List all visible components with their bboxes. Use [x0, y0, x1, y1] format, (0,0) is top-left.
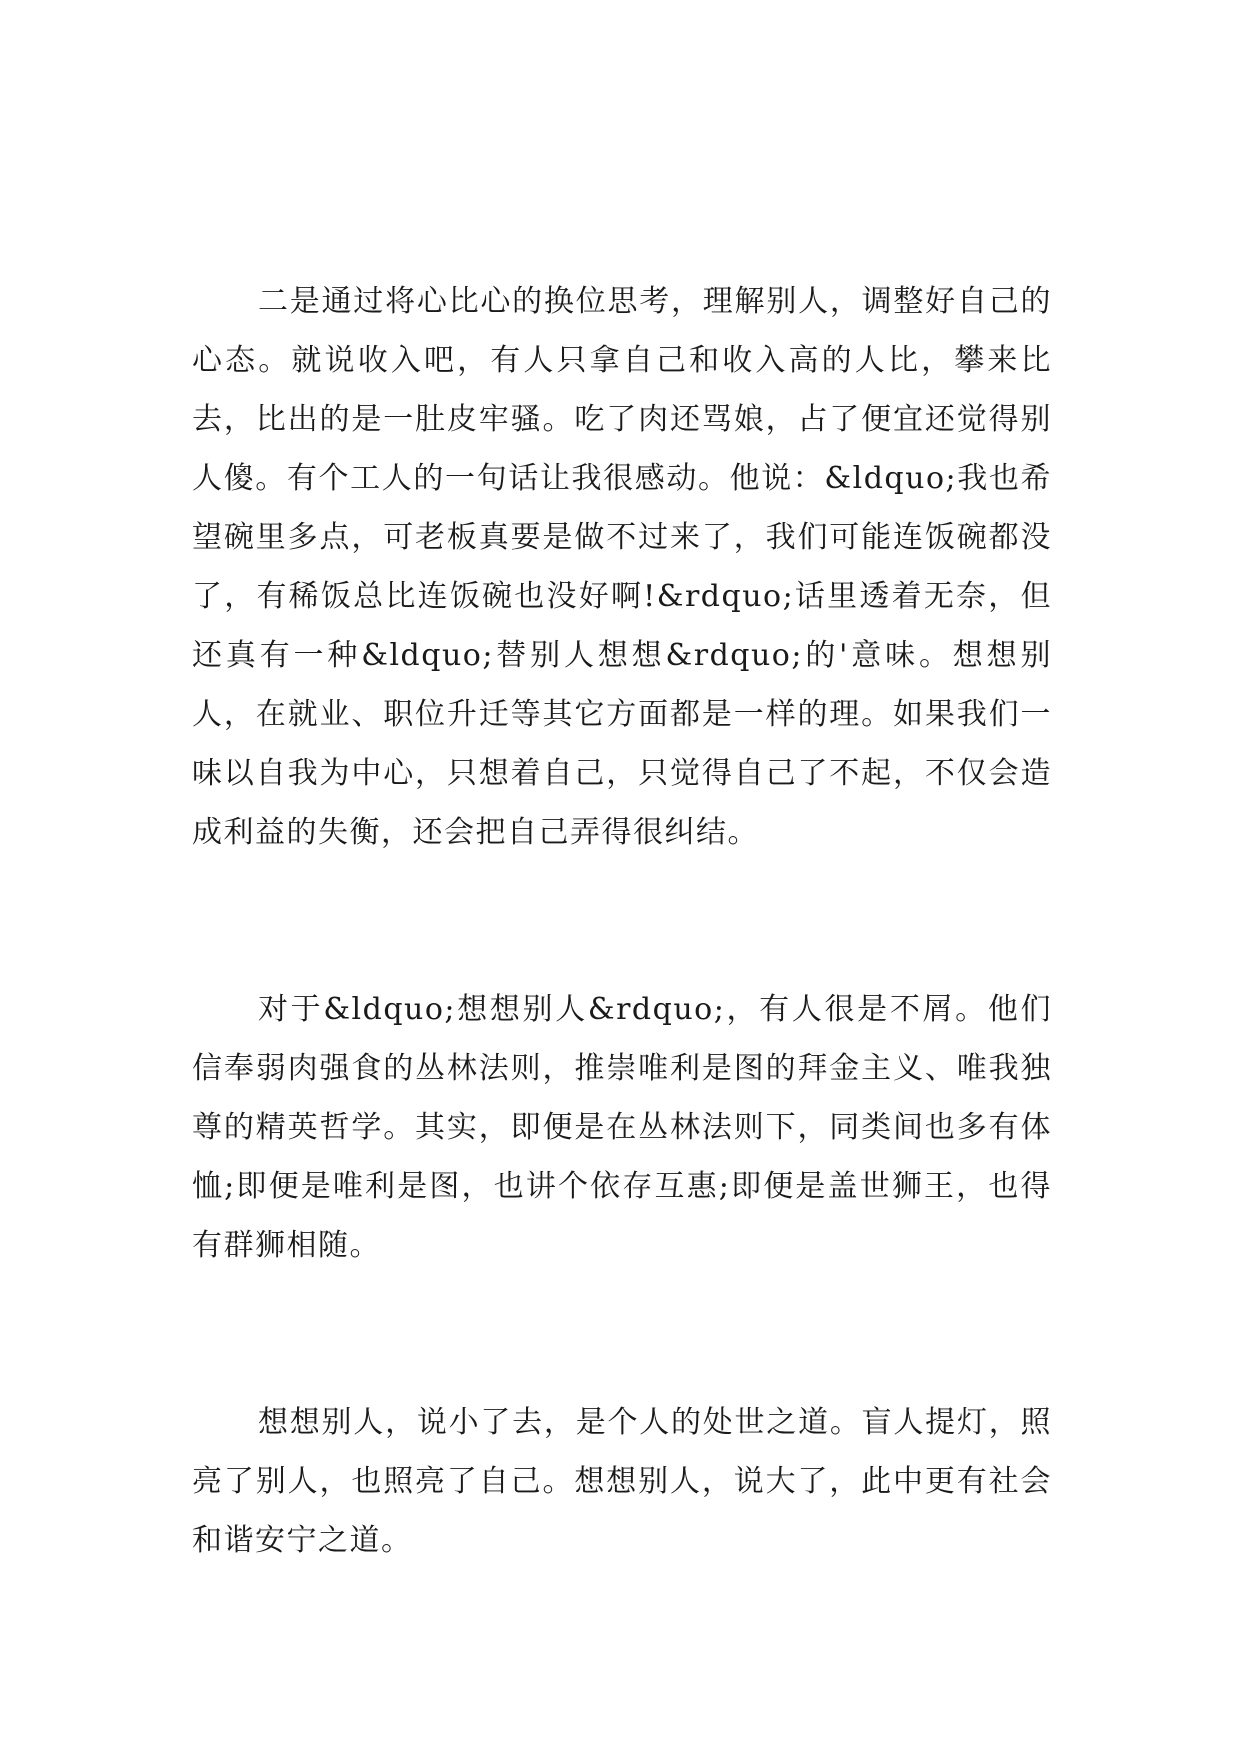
paragraph-3: 想想别人，说小了去，是个人的处世之道。盲人提灯，照亮了别人，也照亮了自己。想想别人，说大了，此中更有社会和谐安宁之道。	[192, 1405, 1052, 1558]
paragraph-2: 对于&ldquo;想想别人&rdquo;，有人很是不屑。他们信奉弱肉强食的丛林法则，推崇唯利是图的拜金主义、唯我独尊的精英哲学。其实，即便是在丛林法则下，同类间也多有体恤;即便是唯利是图，也讲个依存互惠;即便是盖世狮王，也得有群狮相随。	[192, 992, 1052, 1263]
paragraph-1: 二是通过将心比心的换位思考，理解别人，调整好自己的心态。就说收入吧，有人只拿自己和收入高的人比，攀来比去，比出的是一肚皮牢骚。吃了肉还骂娘，占了便宜还觉得别人傻。有个工人的一句话让我很感动。他说：&ldquo;我也希望碗里多点，可老板真要是做不过来了，我们可能连饭碗都没了，有稀饭总比连饭碗也没好啊!&rdquo;话里透着无奈，但还真有一种&ldquo;替别人想想&rdquo;的'意味。想想别人，在就业、职位升迁等其它方面都是一样的理。如果我们一味以自我为中心，只想着自己，只觉得自己了不起，不仅会造成利益的失衡，还会把自己弄得很纠结。	[192, 284, 1052, 850]
document-body	[192, 272, 1052, 1570]
